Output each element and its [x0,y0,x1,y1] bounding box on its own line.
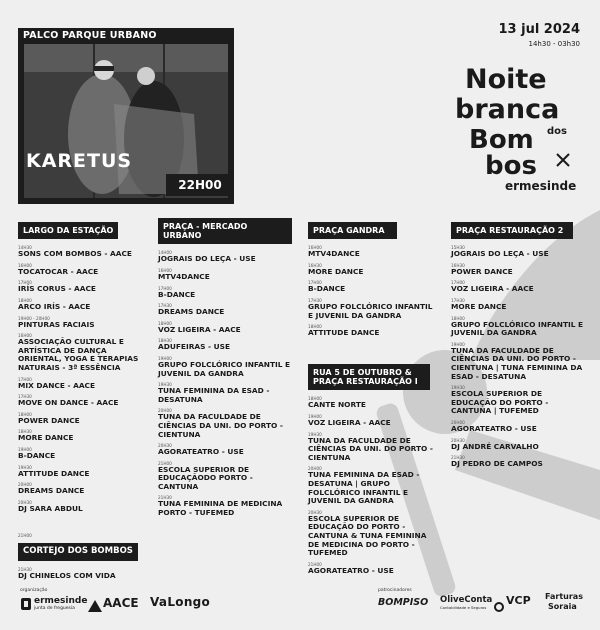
list-item: 19H30 TUNA FEMININA DA ESAD - DESATUNA [158,382,270,404]
list-item: 20H00 TUNA FEMININA DA ESAD - DESATUNA | GRUPO FOLCLÓRICO INFANTIL E JUVENIL DA GANDRA [308,466,420,506]
list-item: 18H00 GRUPO FOLCLÓRICO INFANTIL E JUVENIL DA GANDRA [451,315,584,338]
list-item: 17H00 VOZ LIGEIRA - AACE [451,280,534,294]
cortejo-section [18,533,158,580]
list-item: 17H30 DREAMS DANCE [158,303,225,317]
list-item: 21H30 DJ PEDRO DE CAMPOS [451,455,543,469]
list-item: 17H00 B-DANCE [158,285,196,299]
list-item: 19H00 GRUPO FOLCLÓRICO INFANTIL E JUVENIL DA GANDRA [158,355,291,378]
list-item: 17H00 B-DANCE [308,280,346,294]
list-item: 19H30 ESCOLA SUPERIOR DE EDUCAÇÃO DO PORTO - CANTUNA | TUFEMED [451,385,549,416]
stage-title: PALCO PARQUE URBANO [18,28,159,44]
ermesinde-emblem-icon [20,597,32,611]
aace-name: AACE [103,596,139,610]
schedule-column-rua5 [308,364,438,575]
sponsor-circle-icon [494,597,504,616]
logo-line4: Bom [469,125,534,155]
list-item: 19H30 ATTITUDE DANCE [18,464,90,478]
list-item: 20H00 TUNA DA FACULDADE DE CIÊNCIAS DA UNI. DO PORTO - CIENTUNA [158,408,283,439]
ermesinde-logo [20,596,32,615]
cortejo-time: 21H00 [18,533,32,538]
list-item: 21H30 DJ CHINELOS COM VIDA [18,566,116,580]
list-item: 20H30 AGORATEATRO - USE [158,443,244,457]
event-date: 13 jul 2024 [498,22,580,37]
list-item: 21H00 ESCOLA SUPERIOR DE EDUCAÇÃODO PORTO - CANTUNA [158,460,253,491]
artist-name: KARETUS [26,150,133,172]
list-item: 16H30 POWER DANCE [451,262,513,276]
list-item: 20H30 DJ ANDRÉ CARVALHO [451,437,539,451]
aace-emblem-icon [88,600,102,612]
oliveconta-logo: OliveConta [440,595,493,605]
list-item: 19H00 VOZ LIGEIRA - AACE [308,413,391,427]
schedule-column-restauracao2 [451,218,585,469]
list-item: 19H00 TUNA DA FACULDADE DE CIÊNCIAS DA UNI. DO PORTO - CIENTUNA | TUNA FEMININA DA ESAD - DESATUNA [451,341,583,381]
aace-logo [88,597,102,616]
list-item: 16H00 ASSOCIAÇÃO CULTURAL E ARTÍSTICA DE DANÇA ORIENTAL, YOGA E TERAPIAS NATURAIS - 3ª ESSÊNCIA [18,333,139,372]
list-item: 18H00 POWER DANCE [18,411,80,425]
list-item: 16H00 MTV4DANCE [158,267,210,281]
list-item: 20H00 AGORATEATRO - USE [451,419,537,433]
cortejo-header: CORTEJO DOS BOMBOS [18,543,138,561]
schedule-column-mercado [158,218,292,518]
list-item: 18H00 VOZ LIGEIRA - AACE [158,320,241,334]
list-item: 19H30 TUNA DA FACULDADE DE CIÊNCIAS DA UNI. DO PORTO - CIENTUNA [308,431,433,462]
event-hours: 14h30 - 03h30 [528,40,580,48]
bompiso-logo: BOMPISO [378,597,429,608]
ermesinde-subtitle: junta de freguesia [34,606,75,611]
list-item: 18H30 ADUFEIRAS - USE [158,338,231,352]
list-item: 16H00 TOCATOCAR - AACE [18,262,99,276]
logo-line6: ermesinde [505,179,577,193]
list-item: 14H30 SONS COM BOMBOS - AACE [18,245,132,259]
list-item: 18H00 ARCO IRÍS - AACE [18,297,91,311]
logo-line5: bos [485,151,537,181]
list-item: 17H30 MOVE ON DANCE - AACE [18,394,119,408]
list-item: 19H00 - 20H00 PINTURAS FACIAIS [18,315,95,329]
column-header: PRAÇA - MERCADO URBANO [158,218,292,244]
list-item: 21H00 AGORATEATRO - USE [308,561,394,575]
list-item: 20H30 DJ SARA ABDUL [18,499,83,513]
list-item: 14H00 JOGRAIS DO LEÇA - USE [158,250,256,264]
list-item: 16H00 MTV4DANCE [308,245,360,259]
schedule-column-gandra [308,218,438,338]
farturas-logo: Farturas [545,592,583,601]
schedule-column-largo [18,218,150,513]
farturas-subtitle: Soraia [548,602,577,611]
logo-line1: Noite [465,64,547,95]
ermesinde-name: ermesinde [34,596,88,606]
logo-line3: dos [547,126,567,137]
column-header: RUA 5 DE OUTUBRO & PRAÇA RESTAURAÇÃO I [308,364,430,390]
organization-label: organização [20,588,48,593]
column-header: PRAÇA GANDRA [308,222,397,239]
vcp-logo: VCP [506,594,531,607]
logo-line2: branca [455,94,560,125]
valongo-logo: VaLongo [150,595,211,609]
column-header: PRAÇA RESTAURAÇÃO 2 [451,222,573,239]
event-logo [455,62,580,194]
list-item: 17H00 IRÍS CORUS - AACE [18,280,96,294]
list-item: 17H30 MORE DANCE [451,297,507,311]
column-header: LARGO DA ESTAÇÃO [18,222,118,239]
list-item: 17H30 GRUPO FOLCLÓRICO INFANTIL E JUVENIL DA GANDRA [308,297,433,320]
sponsors-label: patrocinadores [378,588,412,593]
list-item: 18H30 MORE DANCE [18,429,74,443]
list-item: 21H30 TUNA FEMININA DE MEDICINA PORTO - TUFEMED [158,495,283,518]
list-item: 17H00 MIX DANCE - AACE [18,376,96,390]
list-item: 19H00 B-DANCE [18,446,56,460]
stage-time: 22H00 [166,174,234,196]
list-item: 20H30 ESCOLA SUPERIOR DE EDUCAÇÃO DO PORTO - CANTUNA & TUNA FEMININA DE MEDICINA DO PORTO - TUFEMED [308,509,427,558]
list-item: 15H30 JOGRAIS DO LEÇA - USE [451,245,549,259]
list-item: 18H00 ATTITUDE DANCE [308,324,380,338]
list-item: 20H00 DREAMS DANCE [18,482,85,496]
oliveconta-subtitle: Contabilidade e Seguros [440,605,487,610]
list-item: 18H00 CANTE NORTE [308,396,366,410]
list-item: 16H30 MORE DANCE [308,262,364,276]
